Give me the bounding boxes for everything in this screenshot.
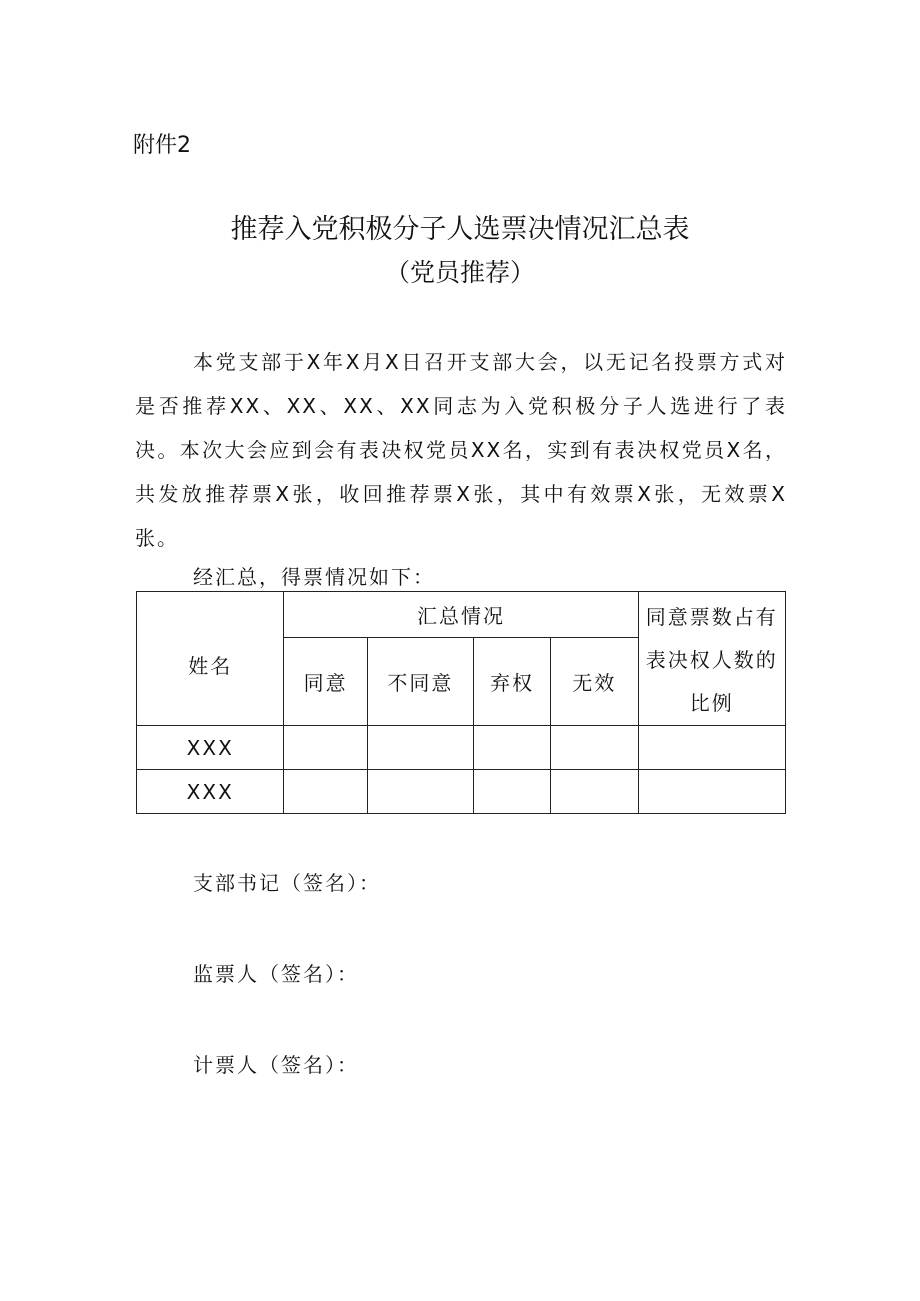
header-agree: 同意 — [284, 637, 367, 725]
header-name: 姓名 — [137, 592, 284, 726]
table-row — [137, 770, 786, 814]
header-disagree: 不同意 — [367, 637, 473, 725]
row-invalid — [551, 770, 638, 814]
document-title: 推荐入党积极分子人选票决情况汇总表 — [230, 214, 690, 245]
document-subtitle: （党员推荐） — [384, 258, 535, 287]
counter-signature-line: 计票人（签名）： — [193, 1053, 359, 1077]
monitor-signature-line: 监票人（签名）： — [193, 962, 359, 986]
header-ratio: 同意票数占有表决权人数的比例 — [638, 592, 785, 726]
header-invalid: 无效 — [551, 637, 638, 725]
header-abstain: 弃权 — [474, 637, 551, 725]
row-invalid — [551, 726, 638, 770]
row-ratio — [638, 726, 785, 770]
row-ratio — [638, 770, 785, 814]
secretary-signature-line: 支部书记（签名）： — [193, 871, 381, 895]
row-name: XXX — [137, 726, 284, 770]
table-row — [137, 726, 786, 770]
row-name: XXX — [137, 770, 284, 814]
summary-intro: 经汇总，得票情况如下： — [193, 565, 435, 589]
attachment-label: 附件2 — [133, 133, 191, 158]
header-summary-group: 汇总情况 — [284, 592, 638, 638]
row-agree — [284, 770, 367, 814]
vote-summary-table — [136, 591, 786, 814]
row-disagree — [367, 726, 473, 770]
row-abstain — [474, 770, 551, 814]
row-abstain — [474, 726, 551, 770]
body-paragraph: 本党支部于X年X月X日召开支部大会，以无记名投票方式对是否推荐XX、XX、XX、XX同志为入党积极分子人选进行了表决。本次大会应到会有表决权党员XX名，实到有表决权党员X名，共发放推荐票X张，收回推荐票X张，其中有效票X张，无效票X张。 — [135, 350, 787, 550]
row-agree — [284, 726, 367, 770]
row-disagree — [367, 770, 473, 814]
